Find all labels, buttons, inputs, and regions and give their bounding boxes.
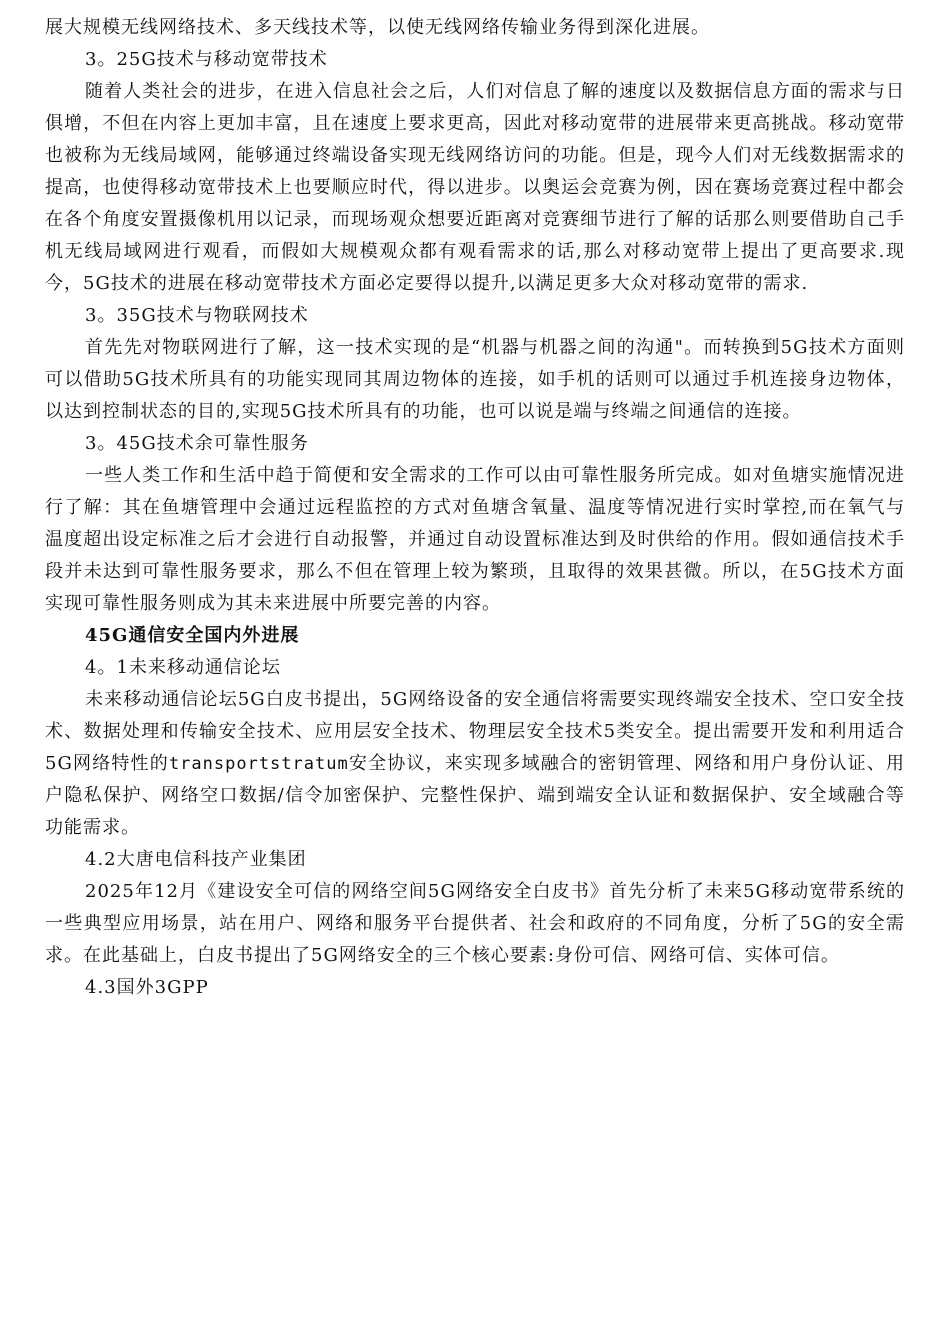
- section-heading-3-3: 3。35G技术与物联网技术: [85, 305, 309, 326]
- section-heading-3-2: 3。25G技术与移动宽带技术: [85, 49, 328, 70]
- paragraph-future-forum-part2: 安全协议，来实现多域融合的密钥管理、网络和用户身份认证、用户隐私保护、网络空口数据/信令加密保护、完整性保护、端到端安全认证和数据保护、安全域融合等功能需求。: [45, 753, 905, 838]
- document-page: [45, 12, 905, 1004]
- paragraph-future-forum-part1: 未来移动通信论坛5G白皮书提出，5G网络设备的安全通信将需要实现终端安全技术、空口安全技术、数据处理和传输安全技术、应用层安全技术、物理层安全技术5类安全。提出需要开发和利用适合5G网络特性的: [45, 689, 905, 774]
- paragraph-future-forum: [45, 684, 905, 844]
- section-heading-4: 45G通信安全国内外进展: [85, 625, 300, 646]
- paragraph-iot: 首先先对物联网进行了解，这一技术实现的是“机器与机器之间的沟通"。而转换到5G技术方面则可以借助5G技术所具有的功能实现同其周边物体的连接，如手机的话则可以通过手机连接身边物体，以达到控制状态的目的,实现5G技术所具有的功能，也可以说是端与终端之间通信的连接。: [45, 337, 905, 422]
- section-heading-4-1: 4。1未来移动通信论坛: [85, 657, 281, 678]
- paragraph-continuation: 展大规模无线网络技术、多天线技术等，以使无线网络传输业务得到深化进展。: [45, 17, 710, 38]
- section-heading-3-4: 3。45G技术余可靠性服务: [85, 433, 309, 454]
- section-heading-4-2: 4.2大唐电信科技产业集团: [85, 849, 307, 870]
- paragraph-mobile-broadband: 随着人类社会的进步，在进入信息社会之后，人们对信息了解的速度以及数据信息方面的需求与日俱增，不但在内容上更加丰富，且在速度上要求更高，因此对移动宽带的进展带来更高挑战。移动宽带也被称为无线局域网，能够通过终端设备实现无线网络访问的功能。但是，现今人们对无线数据需求的提高，也使得移动宽带技术上也要顺应时代，得以进步。以奥运会竞赛为例，因在赛场竞赛过程中都会在各个角度安置摄像机用以记录，而现场观众想要近距离对竞赛细节进行了解的话那么则要借助自己手机无线局域网进行观看，而假如大规模观众都有观看需求的话,那么对移动宽带上提出了更高要求.现今，5G技术的进展在移动宽带技术方面必定要得以提升,以满足更多大众对移动宽带的需求.: [45, 81, 905, 294]
- protocol-name: transportstratum: [168, 754, 349, 774]
- paragraph-datang: 2025年12月《建设安全可信的网络空间5G网络安全白皮书》首先分析了未来5G移动宽带系统的一些典型应用场景，站在用户、网络和服务平台提供者、社会和政府的不同角度，分析了5G的安全需求。在此基础上，白皮书提出了5G网络安全的三个核心要素:身份可信、网络可信、实体可信。: [45, 881, 905, 966]
- paragraph-reliability: 一些人类工作和生活中趋于简便和安全需求的工作可以由可靠性服务所完成。如对鱼塘实施情况进行了解：其在鱼塘管理中会通过远程监控的方式对鱼塘含氧量、温度等情况进行实时掌控,而在氧气与温度超出设定标准之后才会进行自动报警，并通过自动设置标准达到及时供给的作用。假如通信技术手段并未达到可靠性服务要求，那么不但在管理上较为繁琐，且取得的效果甚微。所以，在5G技术方面实现可靠性服务则成为其未来进展中所要完善的内容。: [45, 465, 905, 614]
- section-heading-4-3: 4.3国外3GPP: [85, 977, 209, 998]
